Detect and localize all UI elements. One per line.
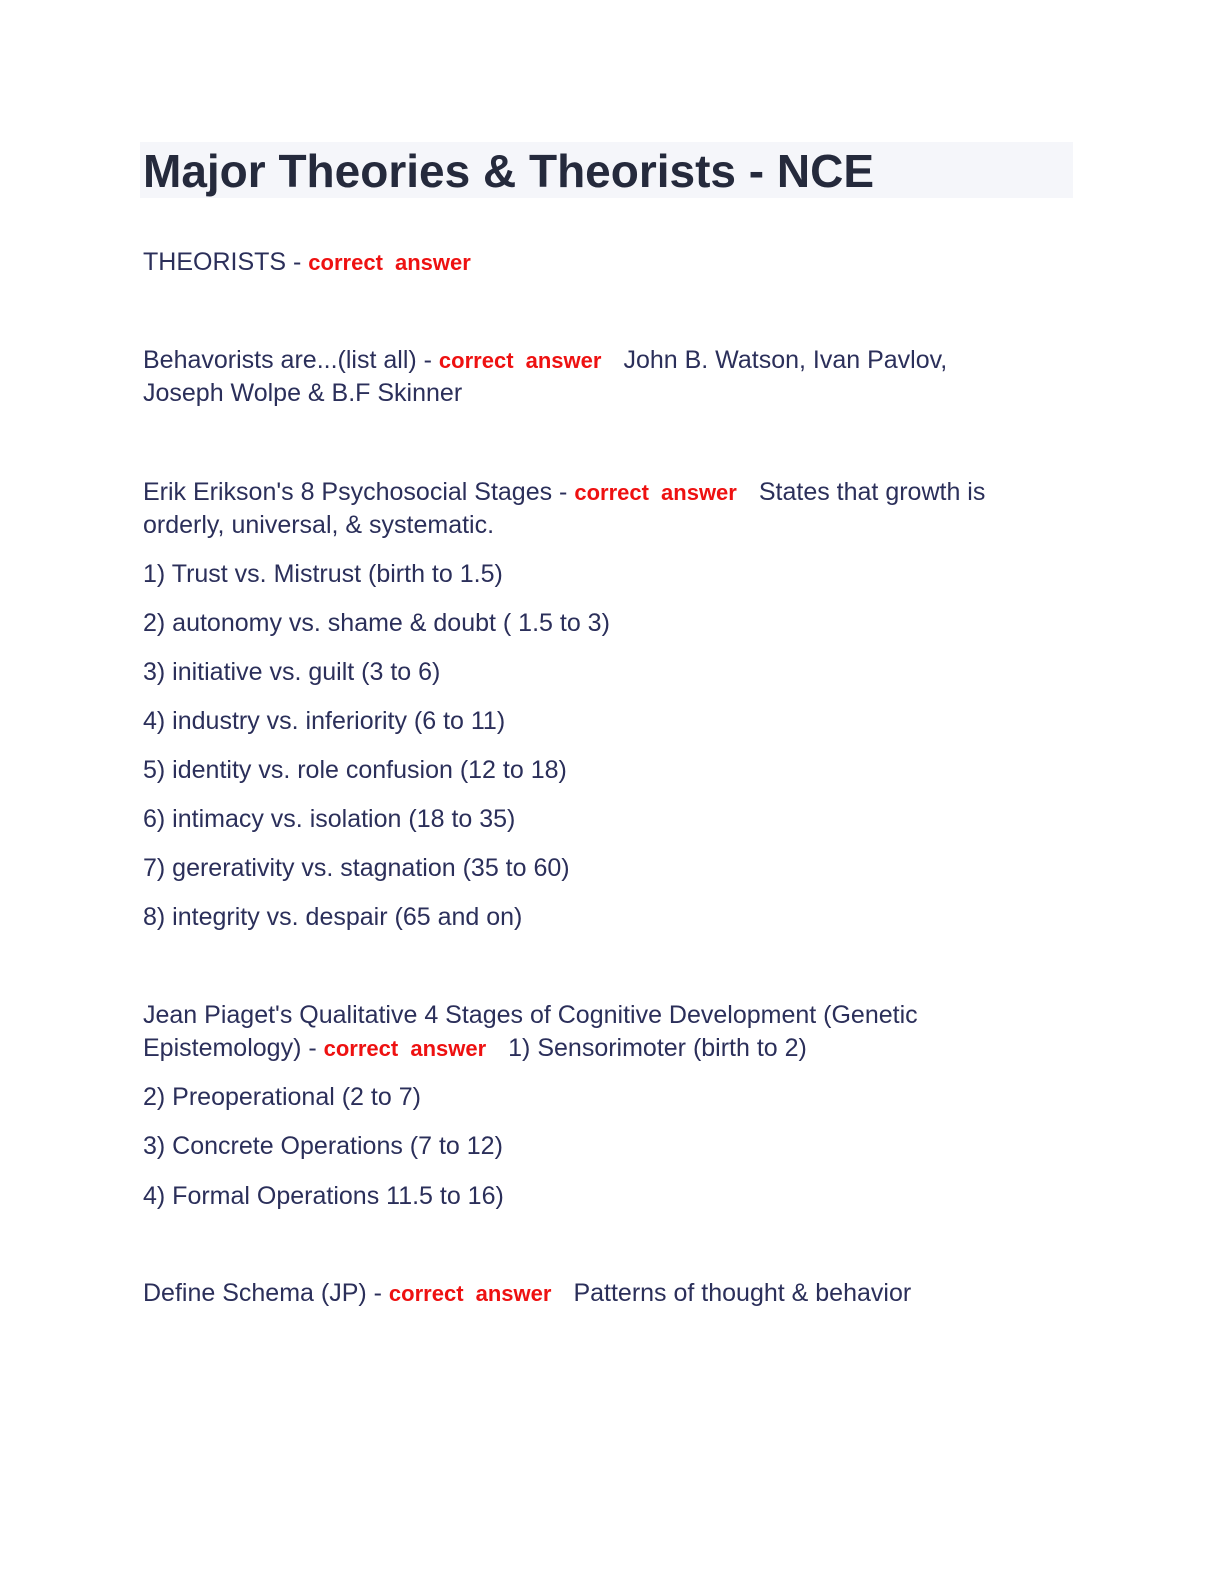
erikson-stage-5: 5) identity vs. role confusion (12 to 18) xyxy=(143,756,567,784)
card-answer-line: Joseph Wolpe & B.F Skinner xyxy=(143,379,463,407)
flashcard-theorists xyxy=(143,246,471,279)
erikson-stage-7: 7) gererativity vs. stagnation (35 to 60) xyxy=(143,854,570,882)
card-answer: States that growth is xyxy=(758,478,986,506)
flashcard-piaget xyxy=(143,1032,807,1065)
card-term: Epistemology) - xyxy=(143,1034,324,1062)
flashcard-piaget-term-line: Jean Piaget's Qualitative 4 Stages of Cognitive Development (Genetic xyxy=(143,1001,918,1029)
erikson-stage-6: 6) intimacy vs. isolation (18 to 35) xyxy=(143,805,516,833)
card-term: Behavorists are...(list all) - xyxy=(143,346,439,374)
erikson-stage-3: 3) initiative vs. guilt (3 to 6) xyxy=(143,658,441,686)
erikson-stage-2: 2) autonomy vs. shame & doubt ( 1.5 to 3) xyxy=(143,609,610,637)
card-term: Define Schema (JP) - xyxy=(143,1279,389,1307)
page-title: Major Theories & Theorists - NCE xyxy=(143,145,875,197)
flashcard-schema xyxy=(143,1277,911,1310)
correct-answer-label: correct answer xyxy=(308,250,471,275)
flashcard-erikson xyxy=(143,476,985,509)
erikson-stage-1: 1) Trust vs. Mistrust (birth to 1.5) xyxy=(143,560,503,588)
piaget-stage-4: 4) Formal Operations 11.5 to 16) xyxy=(143,1182,504,1210)
correct-answer-label: correct answer xyxy=(323,1036,487,1061)
card-term: THEORISTS - xyxy=(143,248,309,276)
erikson-stage-4: 4) industry vs. inferiority (6 to 11) xyxy=(143,707,506,735)
piaget-stage-2: 2) Preoperational (2 to 7) xyxy=(143,1083,421,1111)
erikson-stage-8: 8) integrity vs. despair (65 and on) xyxy=(143,903,523,931)
card-answer: John B. Watson, Ivan Pavlov, xyxy=(623,346,948,374)
correct-answer-label: correct answer xyxy=(574,480,737,505)
card-answer: 1) Sensorimoter (birth to 2) xyxy=(508,1034,807,1062)
correct-answer-label: correct answer xyxy=(388,1281,552,1306)
card-term: Erik Erikson's 8 Psychosocial Stages - xyxy=(143,478,575,506)
card-answer-line: orderly, universal, & systematic. xyxy=(143,511,495,539)
correct-answer-label: correct answer xyxy=(438,348,602,373)
flashcard-behaviorists xyxy=(143,344,947,377)
card-answer: Patterns of thought & behavior xyxy=(573,1279,912,1307)
piaget-stage-3: 3) Concrete Operations (7 to 12) xyxy=(143,1132,503,1160)
